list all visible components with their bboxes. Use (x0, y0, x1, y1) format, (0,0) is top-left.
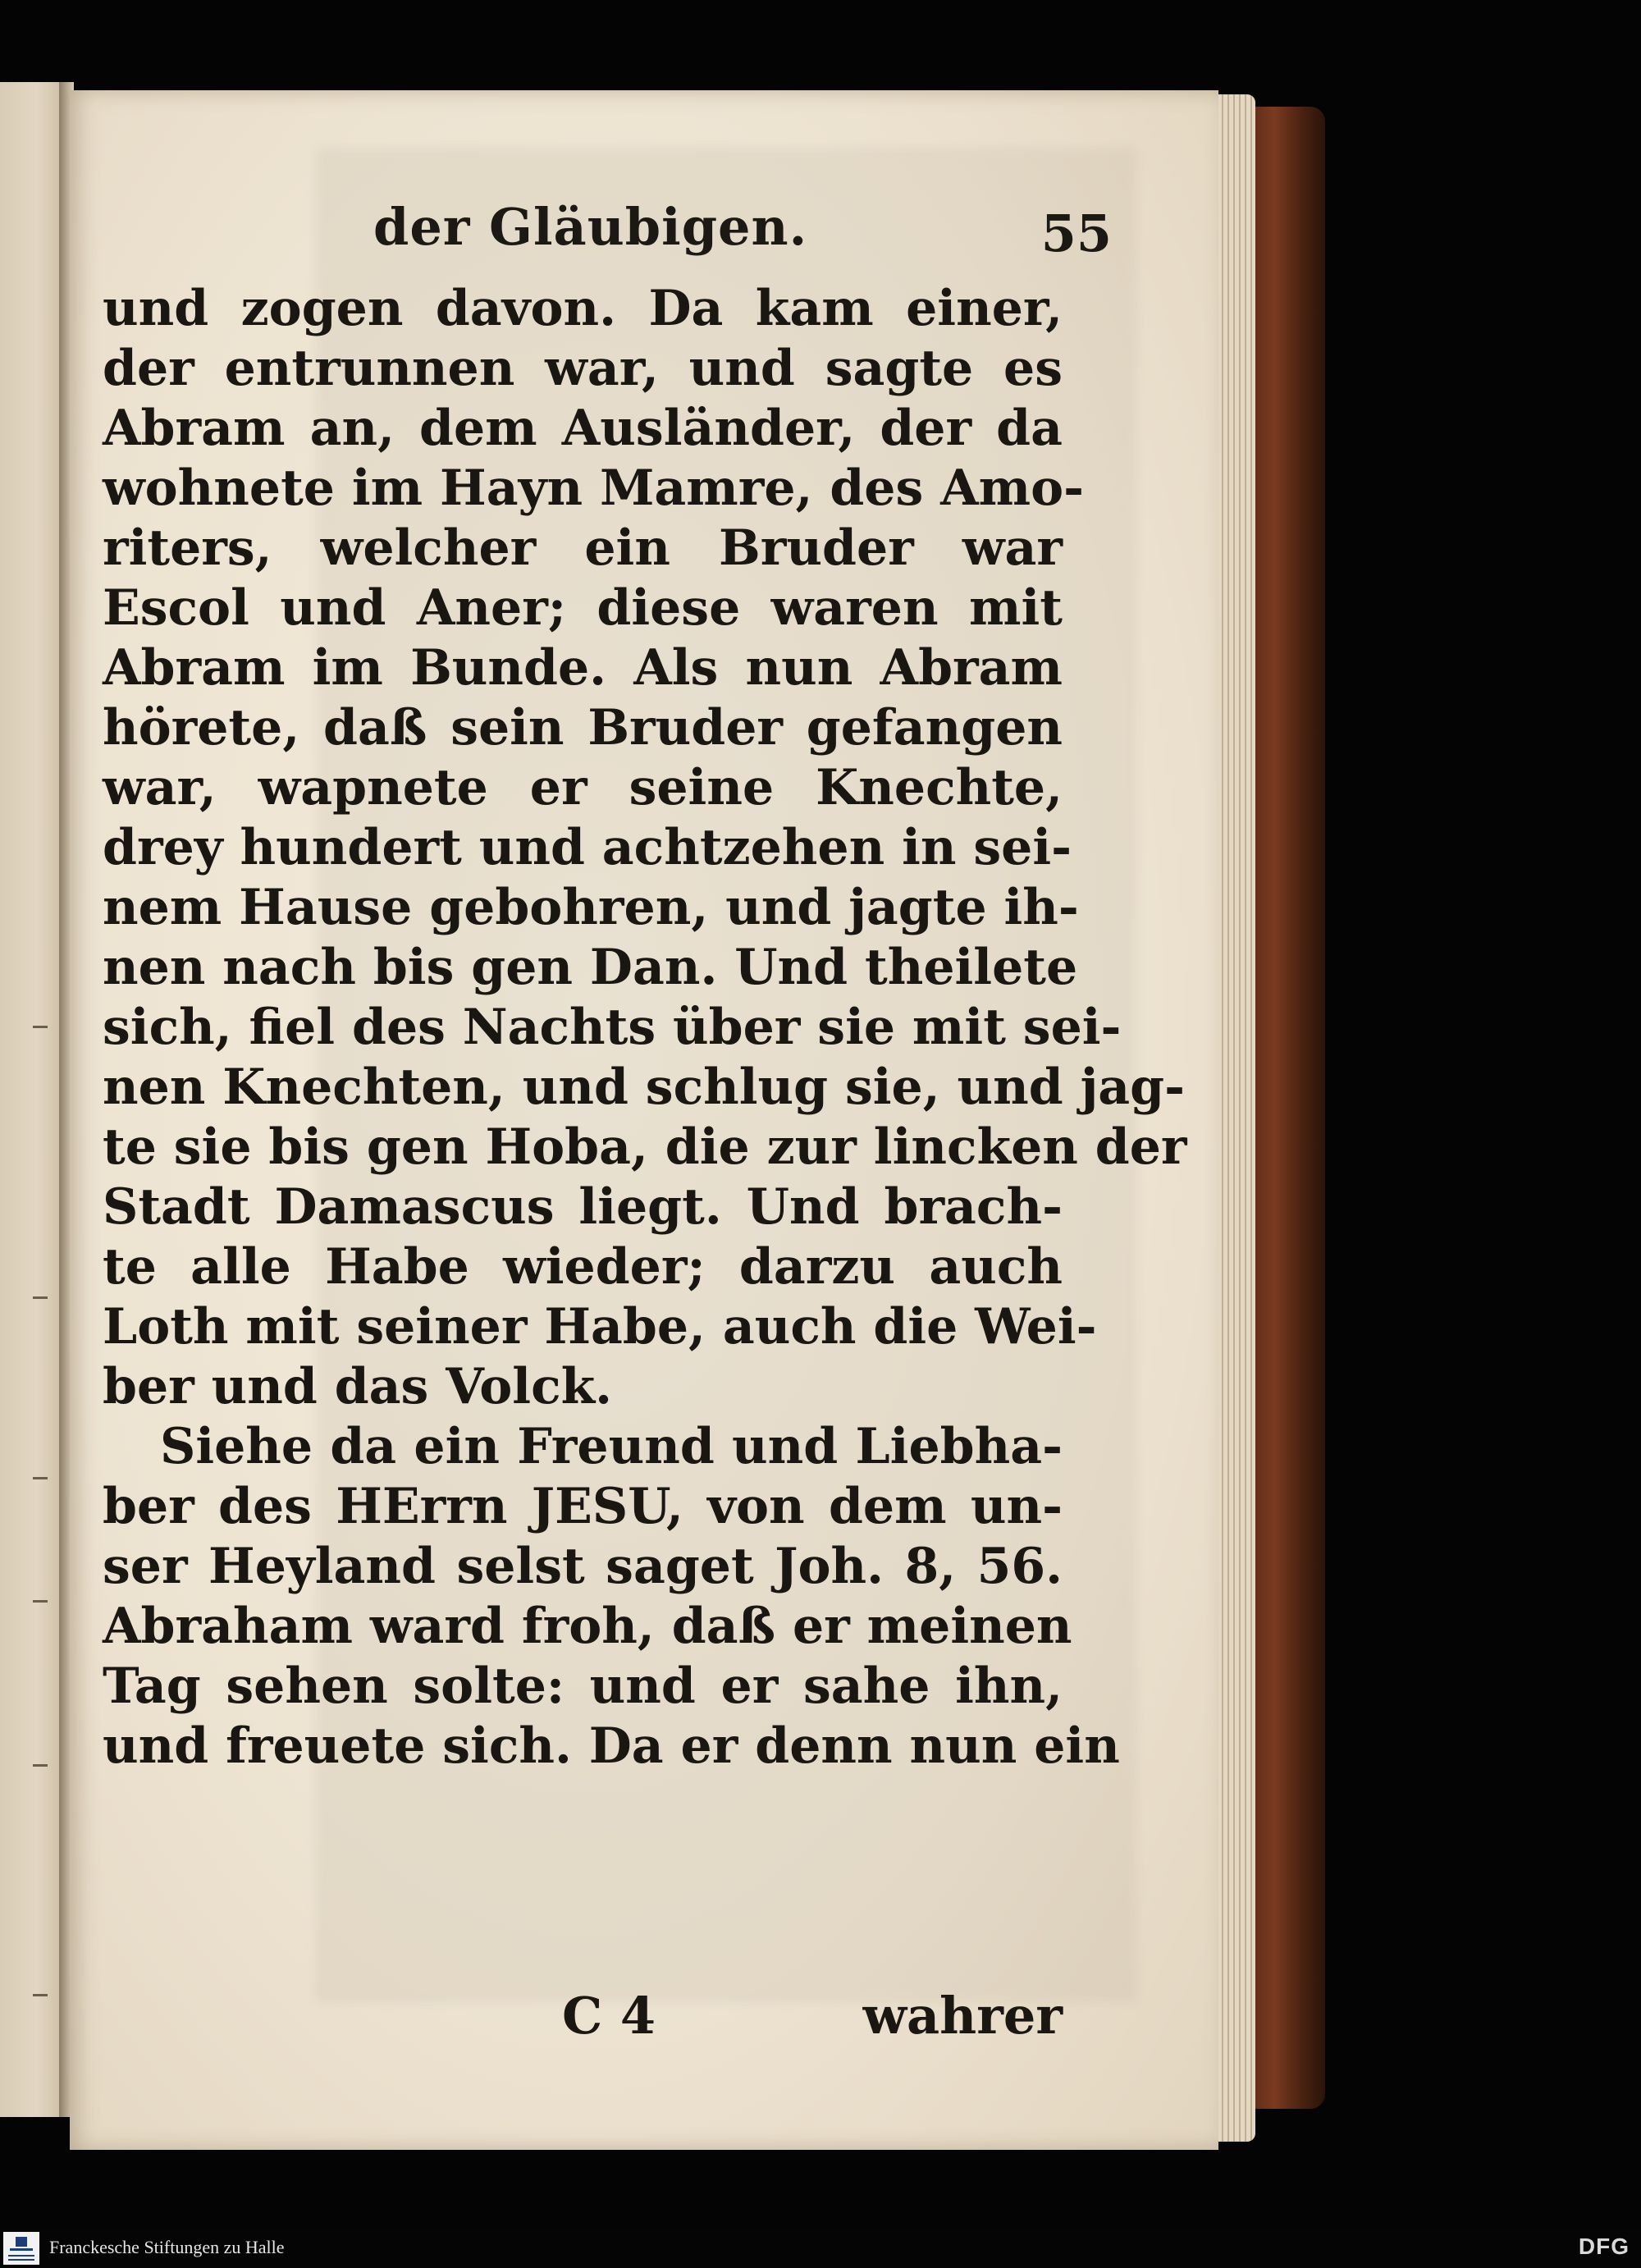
text-line: te alle Habe wieder; darzu auch (103, 1238, 1063, 1296)
text-line: sich, fiel des Nachts über sie mit sei- (103, 999, 1122, 1056)
text-line: Tag sehen solte: und er sahe ihn, (103, 1658, 1063, 1715)
text-line: Abram im Bunde. Als nun Abram (103, 639, 1063, 697)
ink-mark (33, 1764, 48, 1767)
ink-mark (33, 1296, 48, 1299)
text-line: Escol und Aner; diese waren mit (103, 579, 1063, 637)
text-line: nen Knechten, und schlug sie, und jag- (103, 1059, 1186, 1116)
book-cover (1247, 107, 1325, 2109)
institution-name: Franckesche Stiftungen zu Halle (49, 2237, 285, 2257)
institution-logo-icon (3, 2232, 39, 2265)
text-line: ser Heyland selst saget Joh. 8, 56. (103, 1538, 1063, 1595)
text-line: Abraham ward froh, daß er meinen (103, 1598, 1072, 1655)
page-footer (103, 1986, 1063, 2060)
text-line: ber des HErrn JESU, von dem un- (103, 1478, 1063, 1535)
ink-mark (33, 1026, 48, 1028)
catchword: wahrer (862, 1986, 1063, 2046)
text-line: wohnete im Hayn Mamre, des Amo- (103, 460, 1085, 517)
text-line: der entrunnen war, und sagte es (103, 340, 1063, 397)
text-line: ber und das Volck. (103, 1358, 613, 1415)
text-line: nen nach bis gen Dan. Und theilete (103, 939, 1078, 996)
signature-mark: C 4 (562, 1986, 656, 2046)
book-page (70, 90, 1218, 2150)
page-header (373, 197, 1112, 279)
text-line: und freuete sich. Da er denn nun ein (103, 1717, 1120, 1775)
ink-mark (33, 1477, 48, 1479)
ink-mark (33, 1994, 48, 1996)
running-head: der Gläubigen. (373, 197, 808, 257)
text-line: Stadt Damascus liegt. Und brach- (103, 1178, 1063, 1236)
text-line: drey hundert und achtzehen in sei- (103, 819, 1072, 876)
text-line: te sie bis gen Hoba, die zur lincken der (103, 1118, 1187, 1176)
ink-mark (33, 1600, 48, 1603)
text-line: Siehe da ein Freund und Liebha- (160, 1418, 1063, 1475)
body-text (103, 279, 1187, 1776)
text-line: Loth mit seiner Habe, auch die Wei- (103, 1298, 1097, 1356)
text-line: riters, welcher ein Bruder war (103, 519, 1063, 577)
dfg-logo: DFG (1578, 2234, 1630, 2259)
text-line: war, wapnete er seine Knechte, (103, 759, 1063, 816)
text-line: und zogen davon. Da kam einer, (103, 280, 1063, 337)
page-number: 55 (1040, 203, 1112, 263)
previous-page-edge (0, 82, 64, 2117)
viewer-footer-bar (0, 2229, 1641, 2268)
text-line: nem Hause gebohren, und jagte ih- (103, 879, 1079, 936)
text-line: hörete, daß sein Bruder gefangen (103, 699, 1063, 757)
text-line: Abram an, dem Ausländer, der da (103, 400, 1063, 457)
